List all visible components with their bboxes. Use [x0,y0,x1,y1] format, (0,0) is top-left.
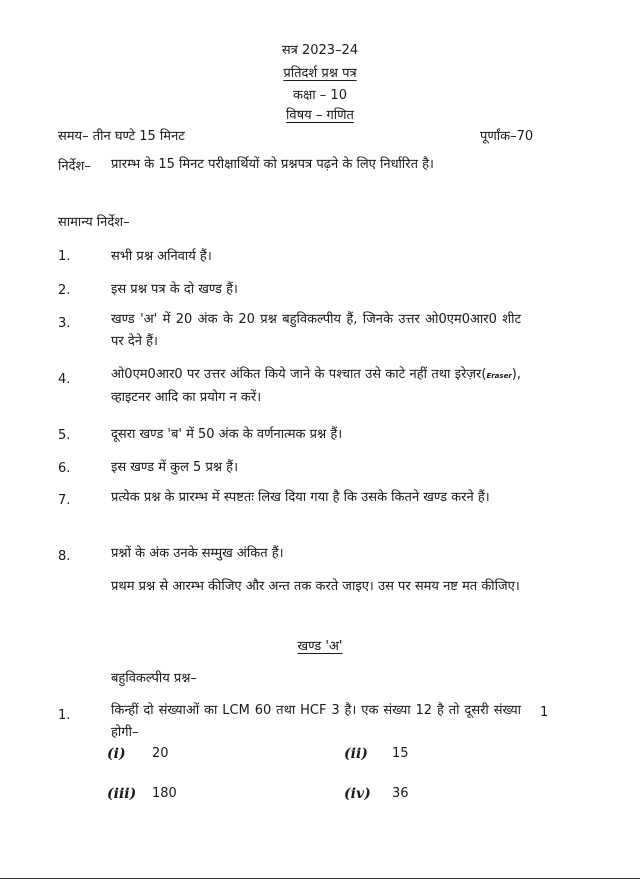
full-marks: पूर्णांक–70 [480,129,534,144]
instruction-number: 6. [58,461,71,476]
question-marks: 1 [540,705,549,720]
instruction-text-part: ), व्हाइटनर आदि का प्रयोग न करें। [111,367,521,405]
instruction-text: इस प्रश्न पत्र के दो खण्ड हैं। [111,282,238,297]
instruction-number: 4. [58,372,71,387]
instruction-text-part: ओ0एम0आर0 पर उत्तर अंकित किये जाने के पश्चात उसे काटे नहीं तथा इरेज़र( [111,367,487,382]
option-value: 180 [152,786,177,801]
instruction-text: इस खण्ड में कुल 5 प्रश्न हैं। [111,460,238,475]
direction-text: प्रारम्भ के 15 मिनट परीक्षार्थियों को प्रश्नपत्र पढ़ने के लिए निर्धारित है। [111,157,434,172]
subject-text: विषय – गणित [286,108,354,123]
option-value: 36 [392,786,409,801]
paper-type-text: प्रतिदर्श प्रश्न पत्र [283,66,357,81]
session-title: सत्र 2023–24 [281,43,359,58]
instruction-number: 7. [58,493,71,508]
option-label: (ii) [344,746,368,762]
instruction-number: 2. [58,283,71,298]
instruction-number: 8. [58,549,71,564]
instruction-number: 3. [58,316,71,331]
instruction-number: 1. [58,249,71,264]
closing-instruction: प्रथम प्रश्न से आरम्भ कीजिए और अन्त तक करते जाइए। उस पर समय नष्ट मत कीजिए। [111,579,520,594]
instruction-text: खण्ड 'अ' में 20 अंक के 20 प्रश्न बहुविकल्पीय हैं, जिनके उत्तर ओ0एम0आर0 शीट पर देने हैं। [111,312,521,349]
option-label: (iii) [107,786,137,802]
instruction-text: प्रत्येक प्रश्न के प्रारम्भ में स्पष्टतः लिख दिया गया है कि उसके कितने खण्ड करने हैं। [111,490,490,505]
class-title: कक्षा – 10 [293,88,347,103]
question-text: किन्हीं दो संख्याओं का LCM 60 तथा HCF 3 है। एक संख्या 12 है तो दूसरी संख्या होगी– [111,703,521,740]
paper-type-title [0,63,640,81]
option-value: 15 [392,746,409,761]
option-label: (i) [107,746,126,762]
general-instructions-heading: सामान्य निर्देश– [58,215,130,230]
eraser-word: Eraser [486,372,512,380]
option-label: (iv) [344,786,371,802]
instruction-text: सभी प्रश्न अनिवार्य हैं। [111,249,212,264]
question-number: 1. [58,708,71,723]
subject-title [0,105,640,123]
instruction-number: 5. [58,428,71,443]
instruction-text: प्रश्नों के अंक उनके सम्मुख अंकित हैं। [111,546,284,561]
option-value: 20 [152,746,169,761]
section-a-title-text: खण्ड 'अ' [297,639,343,654]
section-a-title [0,636,640,654]
direction-label: निर्देश– [58,159,91,174]
instruction-text: दूसरा खण्ड 'ब' में 50 अंक के वर्णनात्मक प्रश्न हैं। [111,427,343,442]
mcq-subheading: बहुविकल्पीय प्रश्न– [111,671,197,686]
instruction-text [111,364,521,409]
bottom-rule [0,878,640,879]
time-allowed: समय– तीन घण्टे 15 मिनट [58,129,185,144]
